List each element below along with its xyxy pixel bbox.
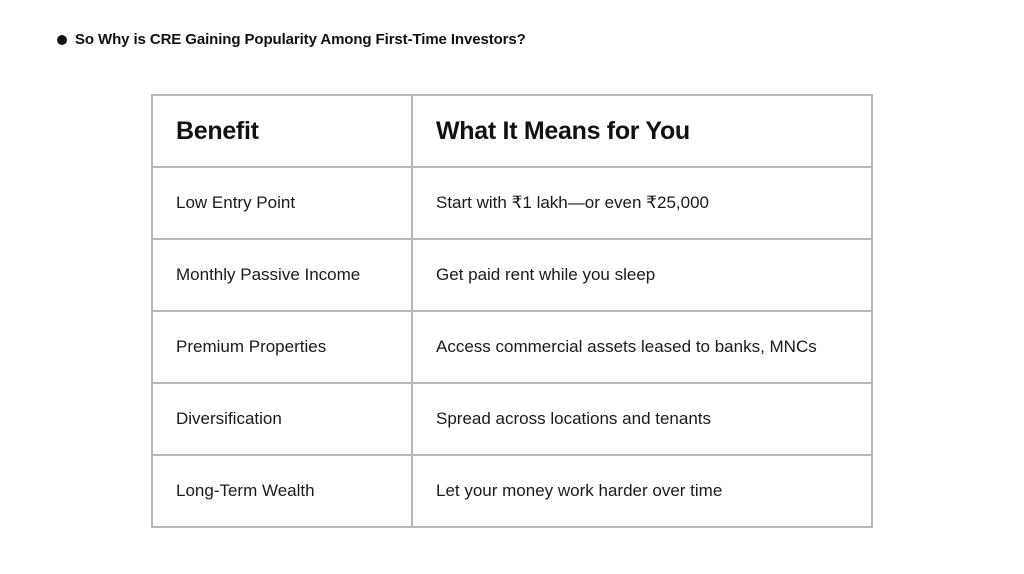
- meaning-cell: Spread across locations and tenants: [412, 383, 872, 455]
- header-meaning: What It Means for You: [412, 95, 872, 167]
- header-benefit: Benefit: [152, 95, 412, 167]
- benefits-table: [151, 94, 873, 528]
- benefit-cell: Diversification: [152, 383, 412, 455]
- table-header-row: [152, 95, 872, 167]
- section-heading: [57, 31, 526, 48]
- meaning-cell: Get paid rent while you sleep: [412, 239, 872, 311]
- table-row: [152, 167, 872, 239]
- table-row: [152, 311, 872, 383]
- table-row: [152, 383, 872, 455]
- benefit-cell: Low Entry Point: [152, 167, 412, 239]
- benefit-cell: Premium Properties: [152, 311, 412, 383]
- meaning-cell: Start with ₹1 lakh—or even ₹25,000: [412, 167, 872, 239]
- heading-text: So Why is CRE Gaining Popularity Among First-Time Investors?: [75, 31, 526, 48]
- bullet-icon: [57, 35, 67, 45]
- benefit-cell: Long-Term Wealth: [152, 455, 412, 527]
- meaning-cell: Access commercial assets leased to banks, MNCs: [412, 311, 872, 383]
- table-row: [152, 239, 872, 311]
- meaning-cell: Let your money work harder over time: [412, 455, 872, 527]
- table-row: [152, 455, 872, 527]
- benefit-cell: Monthly Passive Income: [152, 239, 412, 311]
